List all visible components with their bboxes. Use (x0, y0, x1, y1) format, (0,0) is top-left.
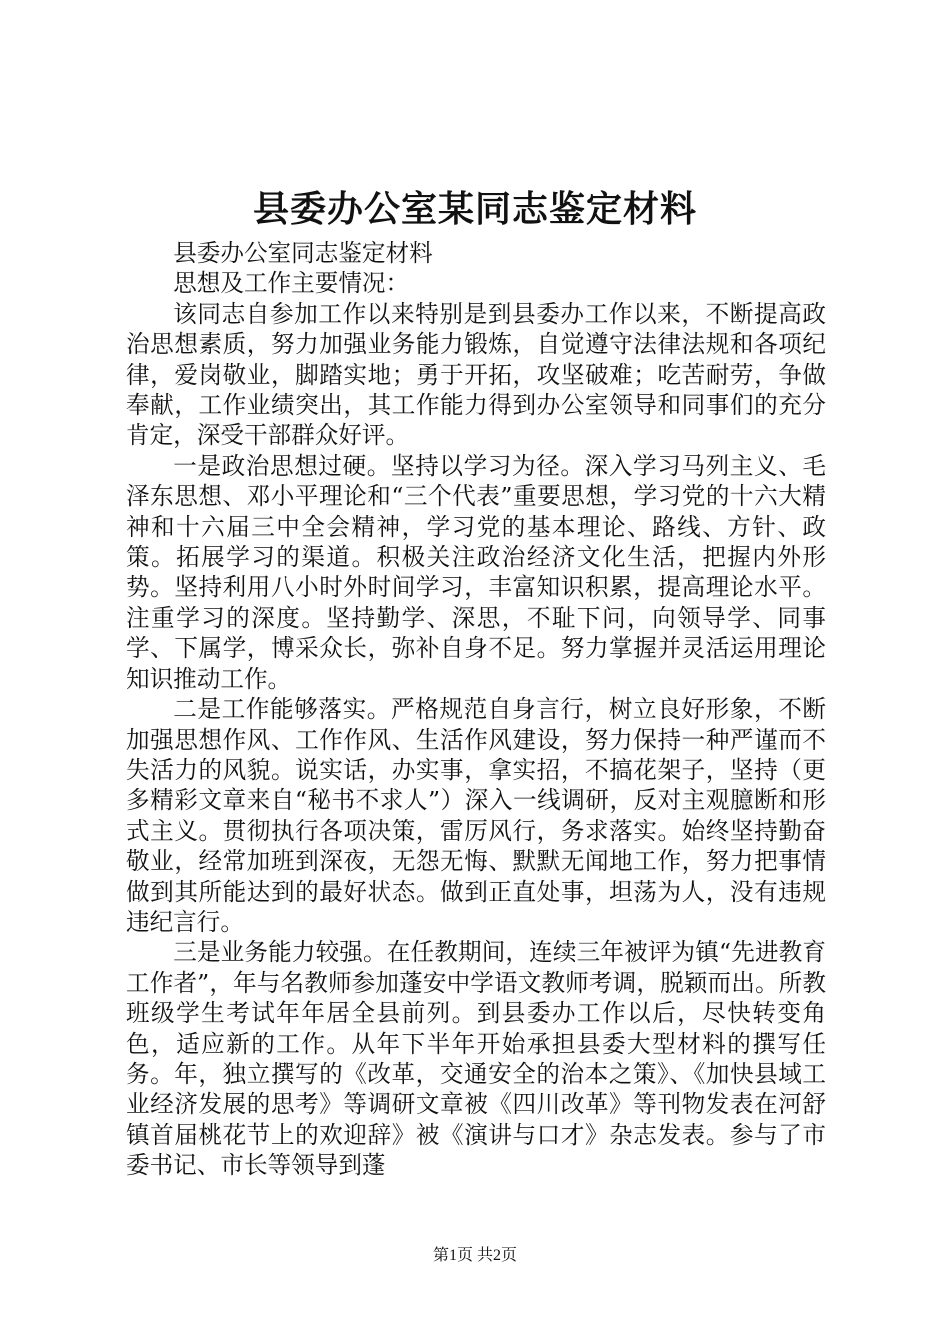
paragraph-professional-ability: 三是业务能力较强。在任教期间，连续三年被评为镇“先进教育工作者”，年与名教师参加蓬安中学语文教师考调，脱颖而出。所教班级学生考试年年居全县前列。到县委办工作以后，尽快转变角色，适应新的工作。从年下半年开始承担县委大型材料的撰写任务。年，独立撰写的《改革，交通安全的治本之策》、《加快县域工业经济发展的思考》等调研文章被《四川改革》等刊物发表在河舒镇首届桃花节上的欢迎辞》被《演讲与口才》杂志发表。参与了市委书记、市长等领导到蓬 (126, 938, 826, 1180)
document-body (126, 238, 826, 1181)
paragraph-work-implementation: 二是工作能够落实。严格规范自身言行，树立良好形象，不断加强思想作风、工作作风、生活作风建设，努力保持一种严谨而不失活力的风貌。说实话，办实事，拿实招，不搞花架子，坚持（更多精彩文章来自“秘书不求人”）深入一线调研，反对主观臆断和形式主义。贯彻执行各项决策，雷厉风行，务求落实。始终坚持勤奋敬业，经常加班到深夜，无怨无悔、默默无闻地工作，努力把事情做到其所能达到的最好状态。做到正直处事，坦荡为人，没有违规违纪言行。 (126, 695, 826, 936)
page-number-footer: 第1页 共2页 (432, 1247, 517, 1264)
paragraph-section-heading: 思想及工作主要情况： (173, 269, 410, 298)
paragraph-political-thought: 一是政治思想过硬。坚持以学习为径。深入学习马列主义、毛泽东思想、邓小平理论和“三个代表”重要思想，学习党的十六大精神和十六届三中全会精神，学习党的基本理论、路线、方针、政策。拓展学习的渠道。积极关注政治经济文化生活，把握内外形势。坚持利用八小时外时间学习，丰富知识积累，提高理论水平。注重学习的深度。坚持勤学、深思，不耻下问，向领导学、同事学、下属学，博采众长，弥补自身不足。努力掌握并灵活运用理论知识推动工作。 (126, 451, 826, 693)
paragraph-summary: 该同志自参加工作以来特别是到县委办工作以来，不断提高政治思想素质，努力加强业务能力锻炼，自觉遵守法律法规和各项纪律，爱岗敬业，脚踏实地；勇于开拓，攻坚破难；吃苦耐劳，争做奉献，工作业绩突出，其工作能力得到办公室领导和同事们的充分肯定，深受干部群众好评。 (126, 299, 826, 450)
document-title: 县委办公室某同志鉴定材料 (252, 188, 697, 230)
paragraph-subtitle: 县委办公室同志鉴定材料 (173, 239, 433, 267)
